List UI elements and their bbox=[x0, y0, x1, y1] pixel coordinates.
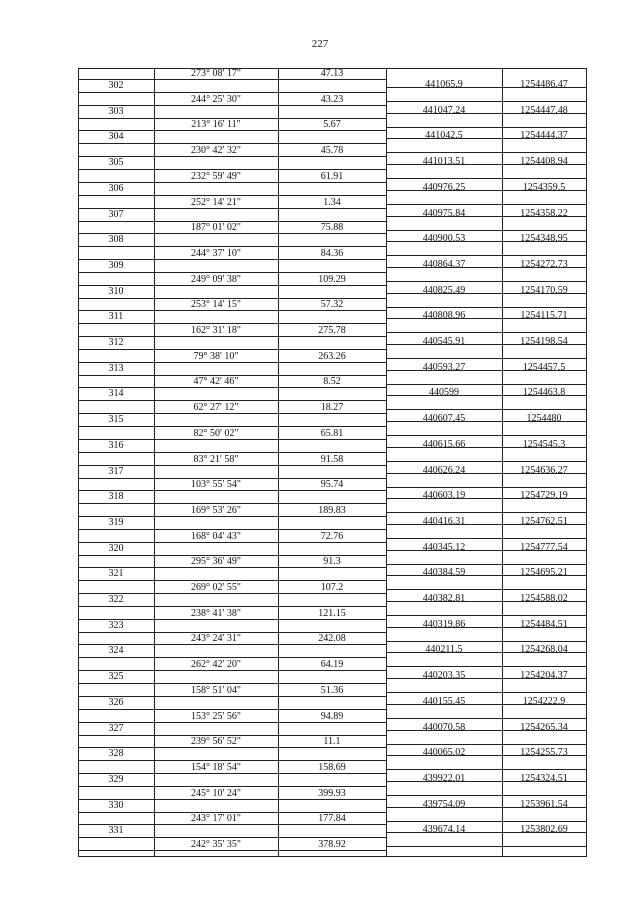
y-coordinate-cell: 1254359.5 bbox=[522, 181, 566, 193]
angle-cell: 244° 25' 30" bbox=[191, 93, 241, 105]
distance-cell: 189.83 bbox=[318, 504, 346, 516]
row-line bbox=[386, 512, 586, 513]
y-coordinate-cell: 1254588.02 bbox=[520, 593, 568, 604]
point-number-cell: 311 bbox=[108, 311, 124, 323]
distance-cell: 399.93 bbox=[318, 787, 346, 799]
y-coordinate-cell: 1254198.54 bbox=[520, 336, 568, 347]
angle-cell: 269° 02' 55" bbox=[191, 582, 241, 593]
x-coordinate-cell: 441065.9 bbox=[425, 79, 463, 90]
point-number-cell: 329 bbox=[108, 773, 124, 785]
x-coordinate-cell: 440599 bbox=[429, 387, 459, 399]
coordinates-table bbox=[78, 68, 586, 857]
row-line bbox=[386, 744, 586, 745]
distance-cell: 43.23 bbox=[320, 93, 344, 105]
y-coordinate-cell: 1254222.9 bbox=[522, 695, 566, 707]
distance-cell: 378.92 bbox=[318, 839, 346, 850]
x-coordinate-cell: 440808.96 bbox=[422, 310, 466, 322]
point-number-cell: 321 bbox=[108, 568, 124, 580]
point-number-cell: 318 bbox=[108, 491, 124, 503]
distance-cell: 57.32 bbox=[320, 299, 344, 311]
x-coordinate-cell: 439674.14 bbox=[422, 824, 466, 836]
y-coordinate-cell: 1254255.73 bbox=[520, 747, 568, 759]
x-coordinate-cell: 440384.59 bbox=[422, 567, 466, 579]
distance-cell: 177.84 bbox=[318, 813, 346, 825]
row-line bbox=[386, 435, 586, 436]
distance-cell: 65.81 bbox=[320, 427, 344, 439]
distance-cell: 84.36 bbox=[320, 247, 344, 259]
angle-cell: 47° 42' 46" bbox=[193, 376, 239, 388]
x-coordinate-cell: 439754.09 bbox=[422, 798, 466, 810]
column-line bbox=[586, 68, 587, 857]
row-line bbox=[386, 461, 586, 462]
row-line bbox=[386, 538, 586, 539]
angle-cell: 262° 42' 20" bbox=[191, 659, 241, 671]
angle-cell: 82° 50' 02" bbox=[193, 427, 239, 439]
angle-cell: 103° 55' 54" bbox=[191, 479, 241, 491]
row-line bbox=[386, 127, 586, 128]
row-line bbox=[386, 332, 586, 333]
distance-cell: 95.74 bbox=[320, 479, 344, 491]
y-coordinate-cell: 1254762.51 bbox=[520, 515, 568, 527]
point-number-cell: 322 bbox=[108, 594, 124, 605]
angle-cell: 244° 37' 10" bbox=[191, 247, 241, 259]
row-line bbox=[386, 281, 586, 282]
point-number-cell: 319 bbox=[108, 516, 124, 528]
point-number-cell: 314 bbox=[108, 388, 124, 400]
row-line bbox=[386, 230, 586, 231]
x-coordinate-cell: 441013.51 bbox=[422, 156, 466, 168]
row-line bbox=[386, 255, 586, 256]
point-number-cell: 313 bbox=[108, 362, 124, 374]
row-line bbox=[78, 856, 586, 857]
distance-cell: 45.78 bbox=[320, 145, 344, 157]
row-line bbox=[386, 204, 586, 205]
point-number-cell: 317 bbox=[108, 465, 124, 477]
row-line bbox=[386, 615, 586, 616]
x-coordinate-cell: 441047.24 bbox=[422, 104, 466, 116]
y-coordinate-cell: 1254457.5 bbox=[522, 361, 566, 373]
row-line bbox=[386, 718, 586, 719]
y-coordinate-cell: 1254358.22 bbox=[520, 207, 568, 219]
distance-cell: 91.58 bbox=[320, 453, 344, 465]
y-coordinate-cell: 1254444.37 bbox=[520, 130, 568, 142]
row-line bbox=[386, 101, 586, 102]
distance-cell: 64.19 bbox=[320, 659, 344, 671]
angle-cell: 232° 59' 49" bbox=[191, 170, 241, 182]
angle-cell: 162° 31' 18" bbox=[191, 325, 241, 336]
point-number-cell: 312 bbox=[108, 337, 124, 348]
row-line bbox=[386, 795, 586, 796]
distance-cell: 75.88 bbox=[320, 222, 344, 234]
y-coordinate-cell: 1254447.48 bbox=[520, 104, 568, 116]
angle-cell: 79° 38' 10" bbox=[193, 350, 239, 362]
point-number-cell: 328 bbox=[108, 748, 124, 760]
row-line bbox=[386, 384, 586, 385]
x-coordinate-cell: 440065.02 bbox=[422, 747, 466, 759]
row-line bbox=[386, 641, 586, 642]
y-coordinate-cell: 1254408.94 bbox=[520, 156, 568, 168]
x-coordinate-cell: 440975.84 bbox=[422, 207, 466, 219]
row-line bbox=[386, 846, 586, 847]
distance-cell: 18.27 bbox=[320, 402, 344, 414]
distance-cell: 109.29 bbox=[318, 273, 346, 285]
point-number-cell: 309 bbox=[108, 259, 124, 271]
angle-cell: 242° 35' 35" bbox=[191, 839, 241, 850]
angle-cell: 245° 10' 24" bbox=[191, 787, 241, 799]
y-coordinate-cell: 1254463.8 bbox=[522, 387, 566, 399]
row-line bbox=[386, 409, 586, 410]
x-coordinate-cell: 440900.53 bbox=[422, 233, 466, 245]
row-line bbox=[386, 152, 586, 153]
point-number-cell: 323 bbox=[108, 619, 124, 631]
x-coordinate-cell: 440319.86 bbox=[422, 618, 466, 630]
angle-cell: 243° 17' 01" bbox=[191, 813, 241, 825]
point-number-cell: 305 bbox=[108, 157, 124, 169]
distance-cell: 94.89 bbox=[320, 710, 344, 722]
distance-cell: 1.34 bbox=[323, 196, 341, 208]
y-coordinate-cell: 1254695.21 bbox=[520, 567, 568, 579]
point-number-cell: 324 bbox=[108, 645, 124, 657]
y-coordinate-cell: 1254204.37 bbox=[520, 670, 568, 682]
row-line bbox=[78, 850, 386, 851]
y-coordinate-cell: 1254545.3 bbox=[522, 438, 566, 450]
y-coordinate-cell: 1254486.47 bbox=[520, 79, 568, 90]
point-number-cell: 330 bbox=[108, 799, 124, 811]
angle-cell: 238° 41' 38" bbox=[191, 607, 241, 619]
angle-cell: 239° 56' 52" bbox=[191, 736, 241, 748]
y-coordinate-cell: 1254265.34 bbox=[520, 721, 568, 733]
distance-cell: 61.91 bbox=[320, 170, 344, 182]
page-number: 227 bbox=[311, 38, 329, 50]
x-coordinate-cell: 440603.19 bbox=[422, 490, 466, 502]
point-number-cell: 310 bbox=[108, 285, 124, 297]
distance-cell: 242.08 bbox=[318, 633, 346, 645]
y-coordinate-cell: 1253961.54 bbox=[520, 798, 568, 810]
angle-cell: 154° 18' 54" bbox=[191, 761, 241, 773]
x-coordinate-cell: 439922.01 bbox=[422, 772, 466, 784]
point-number-cell: 327 bbox=[108, 722, 124, 734]
y-coordinate-cell: 1253802.69 bbox=[520, 824, 568, 836]
x-coordinate-cell: 440864.37 bbox=[422, 258, 466, 270]
row-line bbox=[386, 589, 586, 590]
angle-cell: 243° 24' 31" bbox=[191, 633, 241, 645]
x-coordinate-cell: 440626.24 bbox=[422, 464, 466, 476]
angle-cell: 187° 01' 02" bbox=[191, 222, 241, 234]
y-coordinate-cell: 1254777.54 bbox=[520, 541, 568, 553]
x-coordinate-cell: 440545.91 bbox=[422, 336, 466, 347]
distance-cell: 158.69 bbox=[318, 761, 346, 773]
angle-cell: 213° 16' 11" bbox=[191, 119, 241, 131]
row-line bbox=[386, 692, 586, 693]
angle-cell: 62° 27' 12" bbox=[193, 402, 239, 414]
y-coordinate-cell: 1254272.73 bbox=[520, 258, 568, 270]
x-coordinate-cell: 440345.12 bbox=[422, 541, 466, 553]
angle-cell: 295° 36' 49" bbox=[191, 556, 241, 568]
x-coordinate-cell: 440382.81 bbox=[422, 593, 466, 604]
distance-cell: 263.26 bbox=[318, 350, 346, 362]
row-line bbox=[386, 487, 586, 488]
row-line bbox=[386, 564, 586, 565]
point-number-cell: 303 bbox=[108, 105, 124, 117]
y-coordinate-cell: 1254324.51 bbox=[520, 772, 568, 784]
x-coordinate-cell: 440976.25 bbox=[422, 181, 466, 193]
y-coordinate-cell: 1254115.71 bbox=[520, 310, 568, 322]
row-line bbox=[386, 358, 586, 359]
point-number-cell: 307 bbox=[108, 208, 124, 220]
x-coordinate-cell: 440416.31 bbox=[422, 515, 466, 527]
x-coordinate-cell: 440607.45 bbox=[422, 413, 466, 425]
angle-cell: 153° 25' 56" bbox=[191, 710, 241, 722]
x-coordinate-cell: 440593.27 bbox=[422, 361, 466, 373]
x-coordinate-cell: 440211.5 bbox=[425, 644, 463, 656]
distance-cell: 8.52 bbox=[323, 376, 341, 388]
distance-cell: 11.1 bbox=[323, 736, 341, 748]
point-number-cell: 326 bbox=[108, 696, 124, 708]
x-coordinate-cell: 440203.35 bbox=[422, 670, 466, 682]
point-number-cell: 304 bbox=[108, 131, 124, 143]
distance-cell: 72.76 bbox=[320, 530, 344, 542]
y-coordinate-cell: 1254480 bbox=[526, 413, 562, 425]
angle-cell: 83° 21' 58" bbox=[193, 453, 239, 465]
angle-cell: 158° 51' 04" bbox=[191, 684, 241, 696]
angle-cell: 168° 04' 43" bbox=[191, 530, 241, 542]
x-coordinate-cell: 440825.49 bbox=[422, 284, 466, 296]
angle-cell: 273° 08' 17" bbox=[191, 68, 241, 79]
distance-cell: 107.2 bbox=[320, 582, 344, 593]
y-coordinate-cell: 1254348.95 bbox=[520, 233, 568, 245]
y-coordinate-cell: 1254484.51 bbox=[520, 618, 568, 630]
point-number-cell: 316 bbox=[108, 439, 124, 451]
point-number-cell: 331 bbox=[108, 825, 124, 837]
angle-cell: 253° 14' 15" bbox=[191, 299, 241, 311]
row-line bbox=[386, 666, 586, 667]
x-coordinate-cell: 440070.58 bbox=[422, 721, 466, 733]
row-line bbox=[386, 821, 586, 822]
row-line bbox=[386, 307, 586, 308]
angle-cell: 249° 09' 38" bbox=[191, 273, 241, 285]
distance-cell: 5.67 bbox=[323, 119, 341, 131]
point-number-cell: 325 bbox=[108, 671, 124, 683]
y-coordinate-cell: 1254729.19 bbox=[520, 490, 568, 502]
point-number-cell: 302 bbox=[108, 80, 124, 91]
point-number-cell: 315 bbox=[108, 414, 124, 426]
point-number-cell: 306 bbox=[108, 182, 124, 194]
x-coordinate-cell: 440615.66 bbox=[422, 438, 466, 450]
row-line bbox=[386, 178, 586, 179]
point-number-cell: 320 bbox=[108, 542, 124, 554]
distance-cell: 91.3 bbox=[323, 556, 341, 568]
distance-cell: 121.15 bbox=[318, 607, 346, 619]
angle-cell: 169° 53' 26" bbox=[191, 504, 241, 516]
distance-cell: 47.13 bbox=[320, 68, 344, 79]
x-coordinate-cell: 441042.5 bbox=[425, 130, 463, 142]
x-coordinate-cell: 440155.45 bbox=[422, 695, 466, 707]
angle-cell: 230° 42' 32" bbox=[191, 145, 241, 157]
angle-cell: 252° 14' 21" bbox=[191, 196, 241, 208]
y-coordinate-cell: 1254636.27 bbox=[520, 464, 568, 476]
y-coordinate-cell: 1254268.04 bbox=[520, 644, 568, 656]
distance-cell: 275.78 bbox=[318, 325, 346, 336]
distance-cell: 51.36 bbox=[320, 684, 344, 696]
row-line bbox=[386, 769, 586, 770]
y-coordinate-cell: 1254170.59 bbox=[520, 284, 568, 296]
point-number-cell: 308 bbox=[108, 234, 124, 246]
